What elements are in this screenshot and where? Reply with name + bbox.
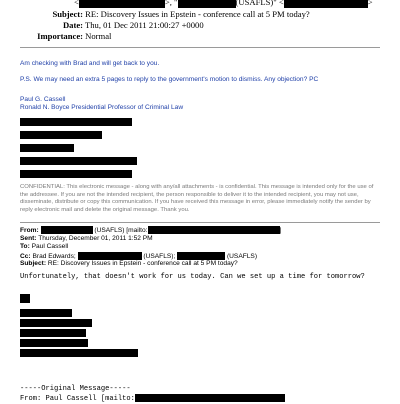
redaction bbox=[20, 118, 132, 126]
importance-row bbox=[28, 31, 111, 42]
date-value: Thu, 01 Dec 2011 21:00:27 +0000 bbox=[85, 20, 204, 30]
fwd-from-usafls: (USAFLS) [mailto: bbox=[94, 226, 148, 234]
fwd-sent-label: Sent: bbox=[20, 235, 37, 242]
fwd-to-label: To: bbox=[20, 243, 30, 250]
redaction bbox=[20, 294, 30, 303]
reply-line-1: Am checking with Brad and will get back to you. bbox=[20, 60, 160, 67]
fwd-cc-b: (USAFLS); bbox=[143, 252, 176, 260]
header-divider bbox=[20, 47, 380, 48]
reply-2-body: Unfortunately, that doesn't work for us today. Can we set up a time for tomorrow? bbox=[20, 273, 365, 281]
redaction bbox=[78, 252, 142, 260]
fwd-from-end: ] bbox=[279, 226, 282, 234]
redaction bbox=[177, 252, 225, 260]
fwd-to-row bbox=[20, 243, 68, 251]
signature-name: Paul G. Cassell bbox=[20, 96, 66, 103]
signature-title: Ronald N. Boyce Presidential Professor of Criminal Law bbox=[20, 104, 184, 111]
redaction bbox=[135, 394, 285, 402]
redaction bbox=[20, 144, 74, 152]
to-line bbox=[74, 0, 373, 8]
redaction bbox=[20, 309, 72, 317]
redaction bbox=[148, 226, 280, 234]
redaction bbox=[20, 329, 86, 337]
section-divider bbox=[20, 222, 380, 223]
importance-value: Normal bbox=[85, 31, 112, 41]
fwd-cc-label: Cc: bbox=[20, 252, 31, 260]
redaction bbox=[20, 157, 137, 165]
fwd-from-row bbox=[20, 226, 281, 235]
redaction bbox=[79, 0, 165, 8]
fwd-cc-c: (USAFLS) bbox=[226, 252, 258, 260]
original-from-row bbox=[20, 394, 285, 404]
fwd-sent-value: Thursday, December 01, 2011 1:52 PM bbox=[38, 235, 153, 242]
fwd-to-value: Paul Cassell bbox=[31, 243, 69, 250]
redaction bbox=[20, 349, 138, 357]
redaction bbox=[20, 131, 102, 139]
fwd-subject-value: RE: Discovery Issues in Epstein - conference call at 5 PM today? bbox=[47, 260, 238, 267]
date-row bbox=[28, 20, 204, 31]
redaction bbox=[20, 339, 88, 347]
importance-label: Importance: bbox=[37, 31, 83, 41]
to-end: > bbox=[367, 0, 373, 7]
original-message-divider: -----Original Message----- bbox=[20, 385, 131, 393]
confidential-notice: CONFIDENTIAL: This electronic message - along with any/all attachments - is confidential. This message is intended only for the use of the addressee. If you are not the intended recipient, the person responsible to deliver it to the intended recipient, you may not use, disseminate, distribute or copy this communication. If you have received this message in error, please immediately notify the sender by reply electronic mail and delete the original message. Thank you. bbox=[20, 184, 374, 213]
subject-value: RE: Discovery Issues in Epstein - conference call at 5 PM today? bbox=[85, 9, 310, 19]
redaction bbox=[20, 170, 132, 178]
subject-label: Subject: bbox=[52, 9, 83, 19]
redaction bbox=[20, 319, 92, 327]
fwd-subject-label: Subject: bbox=[20, 260, 47, 267]
redaction bbox=[284, 0, 368, 8]
date-label: Date: bbox=[62, 20, 83, 30]
fwd-subject-row bbox=[20, 260, 238, 268]
redaction bbox=[41, 226, 93, 234]
original-from-line: From: Paul Cassell [mailto: bbox=[20, 394, 135, 403]
to-mid: >, " bbox=[164, 0, 178, 7]
to-suffix: (USAFLS)" < bbox=[235, 0, 284, 7]
fwd-cc-a: Brad Edwards; bbox=[32, 252, 76, 260]
to-prefix: < bbox=[74, 0, 79, 7]
redaction bbox=[178, 0, 236, 8]
fwd-from-label: From: bbox=[20, 226, 39, 234]
subject-row bbox=[28, 9, 310, 20]
reply-line-2: P.S. We may need an extra 5 pages to reply to the government's motion to dismiss. Any objection? PC bbox=[20, 76, 319, 83]
